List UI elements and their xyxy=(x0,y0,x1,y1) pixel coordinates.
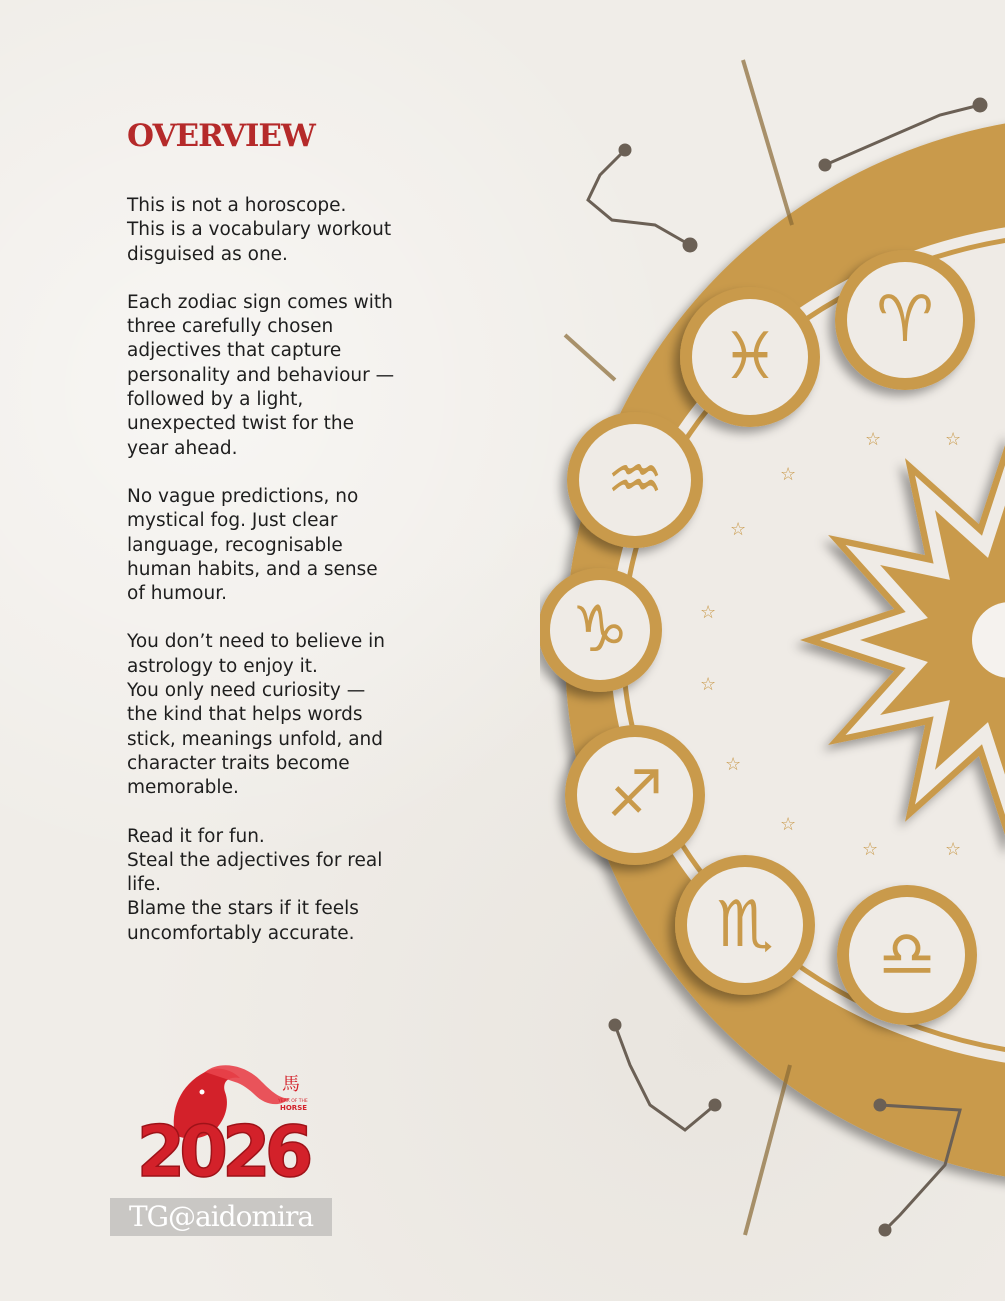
svg-text:☆: ☆ xyxy=(700,602,717,623)
paragraph-line: year ahead. xyxy=(127,437,238,459)
svg-text:☆: ☆ xyxy=(700,674,717,695)
overview-paragraph xyxy=(127,485,437,606)
paragraph-line: astrology to enjoy it. xyxy=(127,655,318,677)
paragraph-line: Read it for fun. xyxy=(127,825,265,847)
paragraph-line: You don’t need to believe in xyxy=(127,631,385,653)
paragraph-line: character traits become xyxy=(127,752,350,774)
watermark-logo: TG@aidomira xyxy=(110,1198,332,1236)
paragraph-line: the kind that helps words xyxy=(127,704,363,726)
svg-text:☆: ☆ xyxy=(780,464,797,485)
capricorn-icon: ♑ xyxy=(571,593,629,667)
paragraph-line: Each zodiac sign comes with xyxy=(127,291,393,313)
svg-text:☆: ☆ xyxy=(945,429,962,450)
horse-character: 馬 xyxy=(282,1074,300,1095)
paragraph-line: of humour. xyxy=(127,583,228,605)
emblem-caption-small: YEAR OF THE xyxy=(278,1099,308,1104)
zodiac-wheel-illustration xyxy=(540,0,1005,1301)
paragraph-line: memorable. xyxy=(127,777,239,799)
paragraph-line: uncomfortably accurate. xyxy=(127,922,355,944)
aquarius-icon: ♒ xyxy=(606,443,664,517)
overview-paragraph xyxy=(127,630,437,800)
paragraph-line: You only need curiosity — xyxy=(127,680,366,702)
overview-paragraph xyxy=(127,825,437,946)
svg-text:☆: ☆ xyxy=(780,814,797,835)
paragraph-line: This is a vocabulary workout xyxy=(127,219,392,241)
overview-paragraph xyxy=(127,194,437,267)
paragraph-line: three carefully chosen xyxy=(127,316,334,338)
overview-text-column xyxy=(127,118,437,970)
pisces-icon: ♓ xyxy=(721,320,779,394)
emblem-caption: HORSE xyxy=(280,1104,308,1112)
paragraph-line: language, recognisable xyxy=(127,534,343,556)
year-of-horse-emblem xyxy=(130,1060,315,1188)
svg-text:☆: ☆ xyxy=(862,839,879,860)
paragraph-line: disguised as one. xyxy=(127,243,288,265)
sagittarius-icon: ♐ xyxy=(606,758,664,832)
paragraph-line: Blame the stars if it feels xyxy=(127,898,359,920)
scorpio-icon: ♏ xyxy=(716,888,774,962)
paragraph-line: personality and behaviour — xyxy=(127,364,395,386)
overview-paragraph xyxy=(127,291,437,461)
svg-text:☆: ☆ xyxy=(865,429,882,450)
paragraph-line: mystical fog. Just clear xyxy=(127,510,338,532)
svg-text:☆: ☆ xyxy=(725,754,742,775)
aries-icon: ♈ xyxy=(876,283,934,357)
emblem-year: 2026 xyxy=(136,1111,308,1188)
overview-paragraphs xyxy=(127,194,437,946)
libra-icon: ♎ xyxy=(878,918,936,992)
svg-text:☆: ☆ xyxy=(730,519,747,540)
page-title: OVERVIEW xyxy=(127,118,315,154)
paragraph-line: human habits, and a sense xyxy=(127,558,378,580)
paragraph-line: life. xyxy=(127,874,162,896)
paragraph-line: followed by a light, xyxy=(127,389,304,411)
paragraph-line: stick, meanings unfold, and xyxy=(127,728,384,750)
paragraph-line: adjectives that capture xyxy=(127,340,342,362)
paragraph-line: No vague predictions, no xyxy=(127,485,359,507)
paragraph-line: Steal the adjectives for real xyxy=(127,849,383,871)
paragraph-line: unexpected twist for the xyxy=(127,413,354,435)
paragraph-line: This is not a horoscope. xyxy=(127,195,347,216)
svg-text:☆: ☆ xyxy=(945,839,962,860)
